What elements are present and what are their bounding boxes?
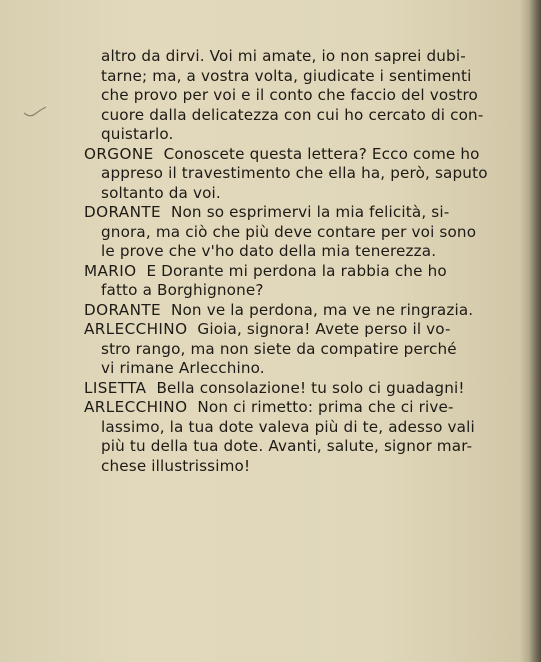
speaker-name: ARLECCHINO: [84, 320, 188, 338]
speaker-line: [84, 320, 530, 340]
line-text: Conoscete questa lettera? Ecco come ho: [163, 144, 480, 163]
line-text: stro rango, ma non siete da compatire perché: [101, 339, 457, 358]
speaker-name: ARLECCHINO: [84, 398, 188, 416]
line-text: chese illustrissimo!: [101, 456, 251, 475]
text-line: [84, 184, 530, 204]
line-text: tarne; ma, a vostra volta, giudicate i sentimenti: [101, 66, 472, 85]
speaker-line: [84, 262, 530, 282]
line-text: più tu della tua dote. Avanti, salute, signor mar-: [101, 437, 473, 455]
text-line: [84, 457, 530, 477]
text-line: [84, 125, 530, 145]
text-line: [84, 67, 530, 87]
text-line: [84, 359, 530, 379]
line-text: vi rimane Arlecchino.: [101, 359, 265, 377]
line-text: Bella consolazione! tu solo ci guadagni!: [156, 378, 465, 397]
line-text: fatto a Borghignone?: [101, 281, 264, 299]
line-text: che provo per voi e il conto che faccio del vostro: [101, 86, 478, 104]
speaker-line: [84, 145, 530, 165]
pencil-mark-icon: [22, 104, 48, 120]
line-text: gnora, ma ciò che più deve contare per voi sono: [101, 222, 477, 241]
line-text: appreso il travestimento che ella ha, però, saputo: [101, 164, 488, 182]
dialogue-text: [84, 47, 530, 476]
line-text: le prove che v'ho dato della mia tenerezza.: [101, 242, 437, 260]
line-text: cuore dalla delicatezza con cui ho cercato di con-: [101, 105, 484, 124]
text-line: [84, 223, 530, 243]
page-edge-shadow: [529, 0, 541, 662]
speaker-name: DORANTE: [84, 203, 162, 221]
speaker-line: [84, 398, 530, 418]
text-line: [84, 418, 530, 438]
text-line: [84, 437, 530, 457]
speaker-name: LISETTA: [84, 378, 147, 397]
line-text: Non ve la perdona, ma ve ne ringrazia.: [170, 300, 474, 319]
line-text: Non so esprimervi la mia felicità, si-: [170, 203, 450, 221]
line-text: altro da dirvi. Voi mi amate, io non saprei dubi-: [101, 47, 466, 65]
line-text: Non ci rimetto: prima che ci rive-: [197, 398, 454, 416]
speaker-line: [84, 203, 530, 223]
line-text: E Dorante mi perdona la rabbia che ho: [146, 261, 447, 280]
text-line: [84, 242, 530, 262]
text-line: [84, 47, 530, 67]
speaker-name: DORANTE: [84, 300, 162, 319]
text-line: [84, 340, 530, 360]
speaker-name: MARIO: [84, 261, 137, 280]
text-line: [84, 106, 530, 126]
text-line: [84, 86, 530, 106]
speaker-line: [84, 301, 530, 321]
text-line: [84, 164, 530, 184]
line-text: lassimo, la tua dote valeva più di te, adesso vali: [101, 417, 475, 436]
speaker-line: [84, 379, 530, 399]
text-line: [84, 281, 530, 301]
line-text: soltanto da voi.: [101, 183, 221, 202]
speaker-name: ORGONE: [84, 144, 154, 163]
line-text: Gioia, signora! Avete perso il vo-: [197, 320, 451, 338]
line-text: quistarlo.: [101, 125, 174, 143]
